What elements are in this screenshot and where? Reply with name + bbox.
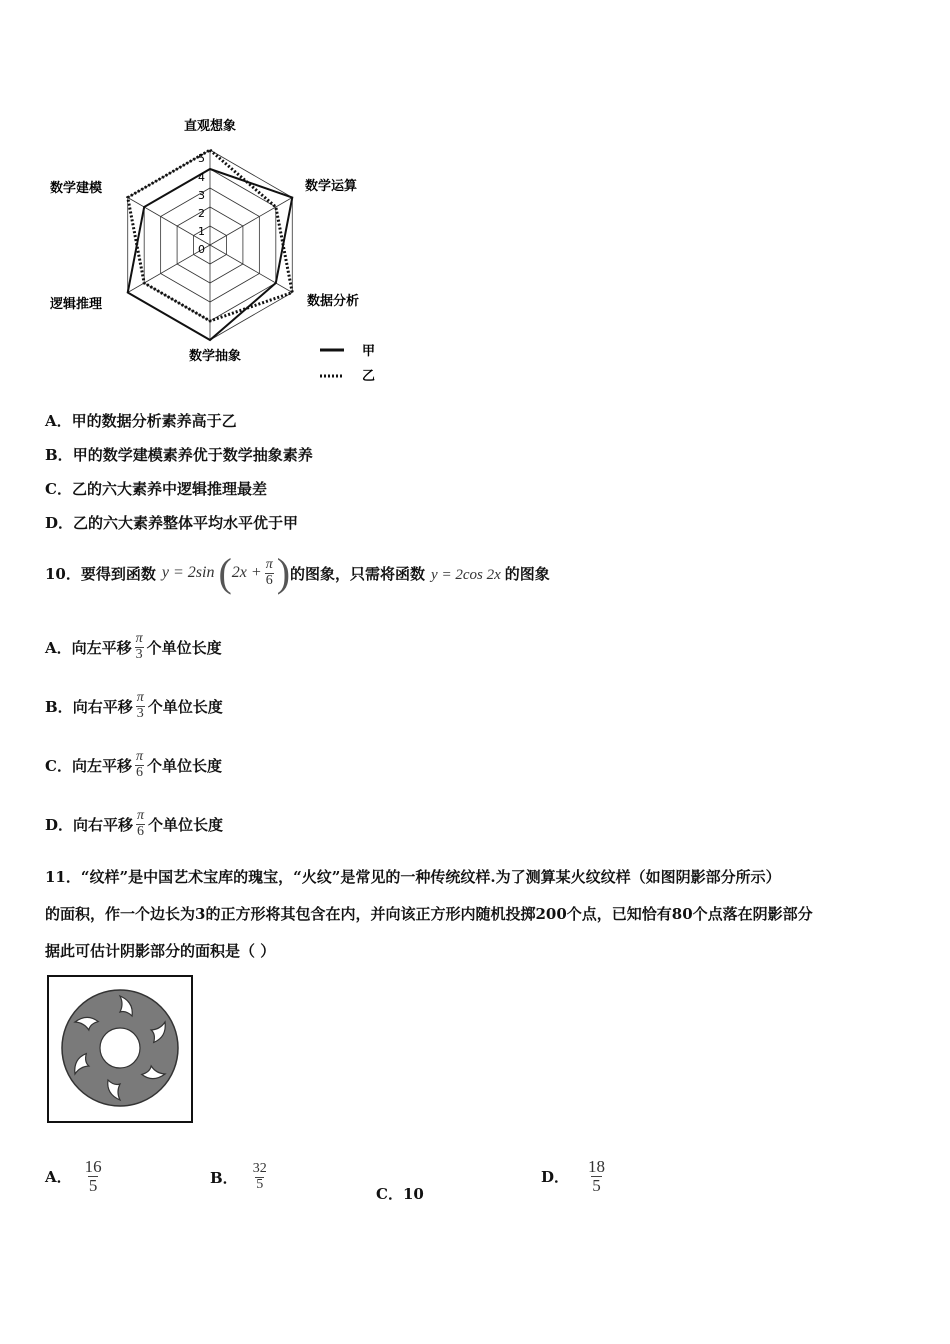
option-letter: D． <box>541 1167 570 1186</box>
option-post: 个单位长度 <box>147 697 223 716</box>
q10-function-1-inner: 2x + <box>231 564 262 581</box>
fraction-numerator: 32 <box>252 1161 267 1176</box>
q9-option-d <box>45 512 298 533</box>
q11-stem-line-3: 据此可估计阴影部分的面积是（ ） <box>45 942 276 960</box>
option-letter: A． <box>45 638 72 657</box>
fraction-numerator: π <box>135 631 143 646</box>
q10-stem-mid: 的图象，只需将函数 <box>290 564 426 583</box>
q10-option-a <box>45 632 222 662</box>
option-letter: C． <box>45 480 72 498</box>
q10-option-b <box>45 691 223 721</box>
axis-label-logical-reasoning: 逻辑推理 <box>50 297 103 312</box>
scale-label-3: 3 <box>198 189 205 202</box>
option-pre: 向左平移 <box>71 638 132 657</box>
option-text: 甲的数学建模素养优于数学抽象素养 <box>72 446 313 464</box>
option-text: 10 <box>402 1185 424 1203</box>
option-letter: C． <box>45 756 72 775</box>
scale-label-2: 2 <box>198 207 205 220</box>
option-letter: B． <box>45 446 73 464</box>
legend-label-jia: 甲 <box>362 344 376 359</box>
option-fraction <box>252 1162 268 1192</box>
fraction-numerator: 18 <box>588 1157 606 1176</box>
fraction-denominator: 3 <box>136 705 144 721</box>
fire-pattern-figure <box>46 974 196 1126</box>
fraction-denominator: 6 <box>265 572 273 588</box>
axis-label-math-operation: 数学运算 <box>305 179 358 194</box>
legend-label-yi: 乙 <box>362 369 376 384</box>
axis-label-math-modeling: 数学建模 <box>50 181 103 196</box>
q10-option-d <box>45 809 223 839</box>
option-post: 个单位长度 <box>146 756 222 775</box>
option-pre: 向左平移 <box>71 756 132 775</box>
fraction-numerator: π <box>137 808 145 823</box>
q10-stem-prefix: 10．要得到函数 <box>45 564 156 583</box>
option-letter: A． <box>45 1167 72 1186</box>
option-text: 乙的六大素养中逻辑推理最差 <box>71 480 267 498</box>
q9-option-b <box>45 444 313 465</box>
fraction-denominator: 5 <box>592 1175 601 1195</box>
fraction-numerator: π <box>136 690 144 705</box>
scale-label-4: 4 <box>198 171 205 184</box>
option-letter: A． <box>45 412 72 430</box>
option-letter: B． <box>45 697 73 716</box>
radar-spoke-2 <box>210 245 292 293</box>
scale-label-0: 0 <box>198 243 205 256</box>
q10-fraction <box>265 558 274 588</box>
radar-legend <box>320 344 375 384</box>
q11-option-b <box>210 1162 271 1192</box>
q10-function-1: y = 2sin <box>161 564 215 581</box>
option-fraction <box>135 750 144 780</box>
option-fraction <box>136 691 145 721</box>
q9-option-a <box>45 410 237 431</box>
option-fraction <box>84 1158 103 1195</box>
option-letter: D． <box>45 815 74 834</box>
q11-stem-line-2: 的面积，作一个边长为3的正方形将其包含在内，并向该正方形内随机投掷200个点，已知恰有80个点落在阴影部分 <box>45 905 813 923</box>
q10-function-2: y = 2cos 2x <box>431 566 501 583</box>
fraction-denominator: 6 <box>137 823 145 839</box>
q9-option-c <box>45 478 267 499</box>
left-paren: ( <box>218 550 232 595</box>
option-letter: B． <box>210 1168 238 1187</box>
scale-label-1: 1 <box>198 225 205 238</box>
q11-stem-line-1: 11．“纹样”是中国艺术宝库的瑰宝，“火纹”是常见的一种传统纹样.为了测算某火纹纹样（如图阴影部分所示） <box>45 868 781 886</box>
option-fraction <box>135 632 144 662</box>
q11-option-d <box>541 1158 609 1195</box>
radar-grid <box>128 150 293 340</box>
radar-chart <box>40 110 400 390</box>
fraction-denominator: 5 <box>88 1175 98 1195</box>
option-text: 甲的数据分析素养高于乙 <box>71 412 237 430</box>
option-post: 个单位长度 <box>148 815 224 834</box>
option-letter: D． <box>45 514 74 532</box>
option-post: 个单位长度 <box>146 638 222 657</box>
axis-label-intuitive-imagination: 直观想象 <box>183 119 237 134</box>
option-text: 乙的六大素养整体平均水平优于甲 <box>73 514 299 532</box>
q10-stem-suffix: 的图象 <box>504 564 550 583</box>
fraction-numerator: 16 <box>84 1157 102 1176</box>
fraction-denominator: 5 <box>256 1176 264 1192</box>
q11-option-c <box>376 1183 424 1204</box>
fire-pattern-shape <box>62 990 178 1106</box>
option-fraction <box>136 809 145 839</box>
option-pre: 向右平移 <box>73 815 134 834</box>
fraction-numerator: π <box>135 749 143 764</box>
fraction-denominator: 3 <box>135 646 143 662</box>
axis-label-data-analysis: 数据分析 <box>307 294 360 309</box>
scale-label-5: 5 <box>198 152 205 165</box>
q10-option-c <box>45 750 222 780</box>
option-pre: 向右平移 <box>72 697 133 716</box>
q10-stem <box>45 548 550 598</box>
option-fraction <box>587 1158 606 1195</box>
axis-label-math-abstraction: 数学抽象 <box>188 349 242 364</box>
q11-option-a <box>45 1158 106 1195</box>
option-letter: C． <box>376 1185 403 1203</box>
fraction-denominator: 6 <box>135 764 143 780</box>
right-paren: ) <box>276 550 291 595</box>
fraction-numerator: π <box>265 556 273 572</box>
